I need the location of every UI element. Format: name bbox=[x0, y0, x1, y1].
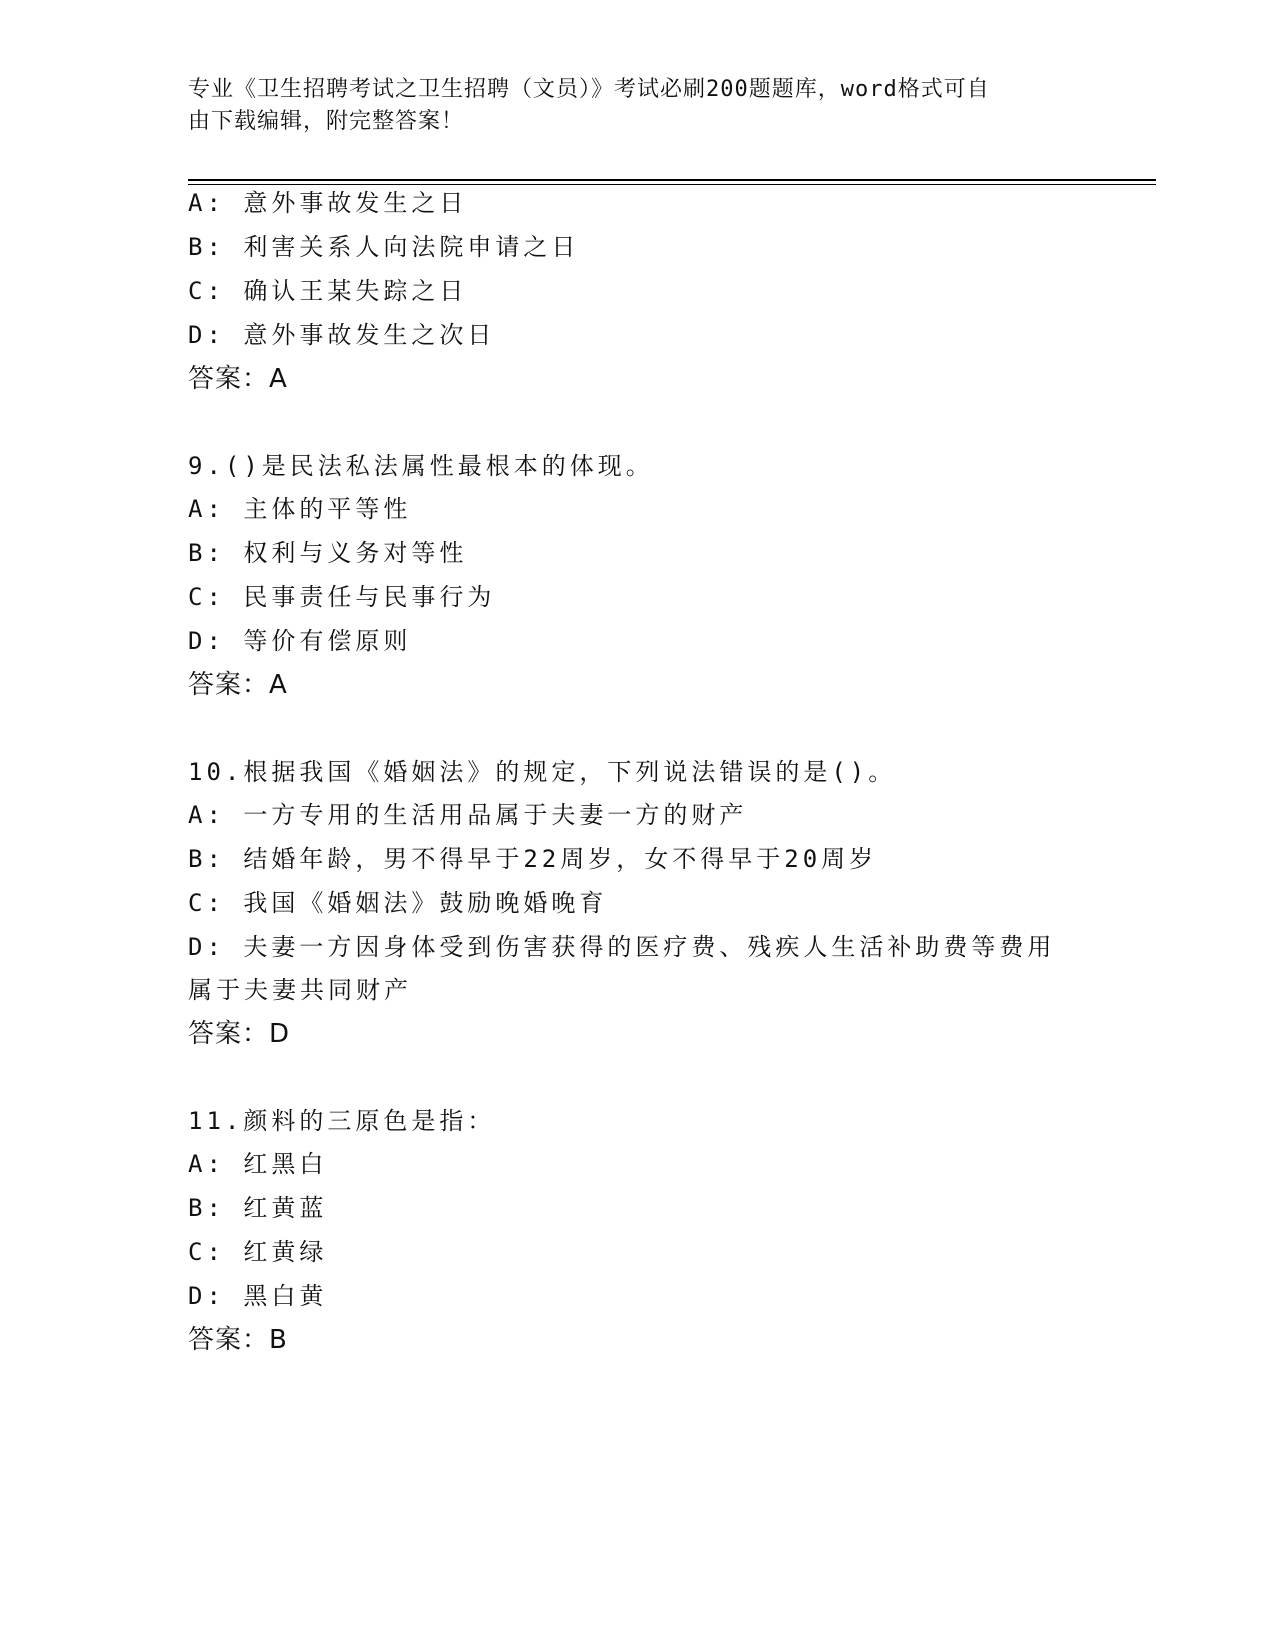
q9-option-d: D: 等价有偿原则 bbox=[188, 627, 412, 655]
q8-answer: 答案：A bbox=[188, 364, 288, 394]
q10-question: 10.根据我国《婚姻法》的规定，下列说法错误的是()。 bbox=[188, 758, 897, 786]
q11-option-d: D: 黑白黄 bbox=[188, 1282, 328, 1310]
q10-option-d: D: 夫妻一方因身体受到伤害获得的医疗费、残疾人生活补助费等费用 bbox=[188, 933, 1056, 961]
q8-option-c: C: 确认王某失踪之日 bbox=[188, 277, 468, 305]
header-line-1: 专业《卫生招聘考试之卫生招聘（文员）》考试必刷200题题库，word格式可自 bbox=[188, 77, 990, 102]
q9-option-c: C: 民事责任与民事行为 bbox=[188, 583, 496, 611]
q9-answer: 答案：A bbox=[188, 670, 288, 700]
q11-answer: 答案：B bbox=[188, 1325, 288, 1355]
q10-option-d-continued: 属于夫妻共同财产 bbox=[188, 976, 412, 1004]
q9-question: 9.()是民法私法属性最根本的体现。 bbox=[188, 452, 654, 480]
q8-option-b: B: 利害关系人向法院申请之日 bbox=[188, 233, 580, 261]
q8-option-a: A: 意外事故发生之日 bbox=[188, 189, 468, 217]
header-divider-thick bbox=[188, 179, 1156, 181]
document-header bbox=[188, 74, 1088, 138]
q10-option-b: B: 结婚年龄，男不得早于22周岁，女不得早于20周岁 bbox=[188, 845, 878, 873]
q11-question: 11.颜料的三原色是指： bbox=[188, 1107, 496, 1135]
q10-answer: 答案：D bbox=[188, 1019, 291, 1049]
q10-option-c: C: 我国《婚姻法》鼓励晚婚晚育 bbox=[188, 889, 608, 917]
header-divider-thin bbox=[188, 184, 1156, 185]
q9-option-a: A: 主体的平等性 bbox=[188, 495, 412, 523]
q10-option-a: A: 一方专用的生活用品属于夫妻一方的财产 bbox=[188, 801, 748, 829]
q8-option-d: D: 意外事故发生之次日 bbox=[188, 321, 496, 349]
q11-option-a: A: 红黑白 bbox=[188, 1150, 328, 1178]
header-line-2: 由下载编辑，附完整答案！ bbox=[188, 109, 465, 134]
q11-option-b: B: 红黄蓝 bbox=[188, 1194, 328, 1222]
q11-option-c: C: 红黄绿 bbox=[188, 1238, 328, 1266]
q9-option-b: B: 权利与义务对等性 bbox=[188, 539, 468, 567]
